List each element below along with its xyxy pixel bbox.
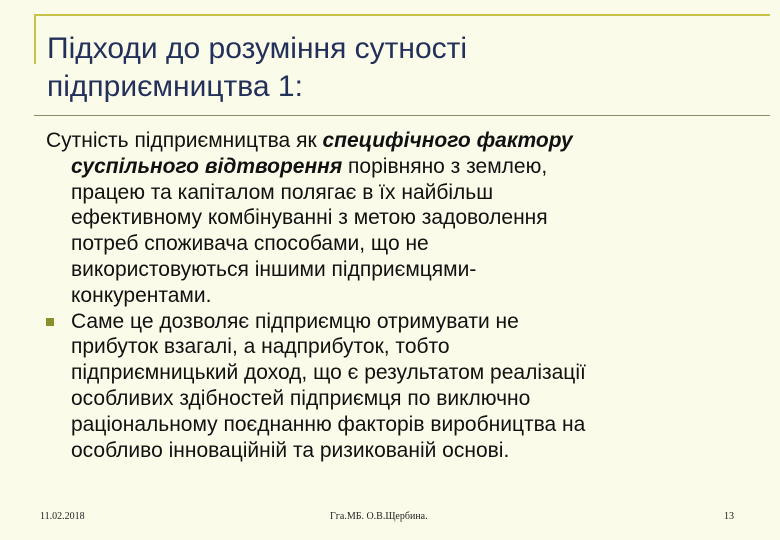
- title-line-2: підприємництва 1:: [47, 70, 303, 103]
- p1-line-2-text: порівняно з землею,: [342, 154, 548, 178]
- title-divider: [34, 115, 770, 116]
- p1-line-7: конкурентами.: [71, 283, 212, 307]
- p1-line-3: працею та капіталом полягає в їх найбільш: [71, 180, 494, 204]
- frame-left-line: [34, 14, 36, 64]
- p2-line-6: особливо інноваційній та ризикованій основі.: [71, 438, 510, 462]
- p2-line-4: особливих здібностей підприємця по виключно: [71, 386, 531, 410]
- p1-line-5: потреб споживача способами, що не: [71, 232, 429, 256]
- p1-line-4: ефективному комбінуванні з метою задоволення: [71, 206, 548, 230]
- p2-line-3: підприємницький доход, що є результатом реалізації: [71, 361, 586, 385]
- p1-line-2: [46, 154, 746, 180]
- paragraph-1: [46, 128, 746, 309]
- footer-date: 11.02.2018: [40, 511, 85, 522]
- slide-body: [46, 128, 746, 463]
- p1-emphasis-2: суспільного відтворення: [71, 154, 343, 178]
- p2-line-5: раціональному поєднанню факторів виробництва на: [71, 412, 586, 436]
- p1-line-6: використовуються іншими підприємцями-: [71, 257, 477, 281]
- p2-line-2: прибуток взагалі, а надприбуток, тобто: [71, 335, 450, 359]
- bullet-item: [46, 309, 746, 464]
- p1-line-1: [46, 128, 746, 154]
- frame-top-line: [34, 14, 770, 16]
- title-line-1: Підходи до розуміння сутності: [47, 32, 468, 65]
- p1-line-1-text: Сутність підприємництва як: [46, 129, 323, 152]
- p1-emphasis-1: специфічного фактору: [322, 129, 573, 152]
- p2-line-1: Саме це дозволяє підприємцю отримувати не: [71, 309, 519, 333]
- footer-page-number: 13: [724, 511, 734, 522]
- slide-title: [47, 30, 747, 106]
- square-bullet-icon: [46, 318, 54, 326]
- footer-author: Гга.МБ. О.В.Щербина.: [330, 511, 428, 522]
